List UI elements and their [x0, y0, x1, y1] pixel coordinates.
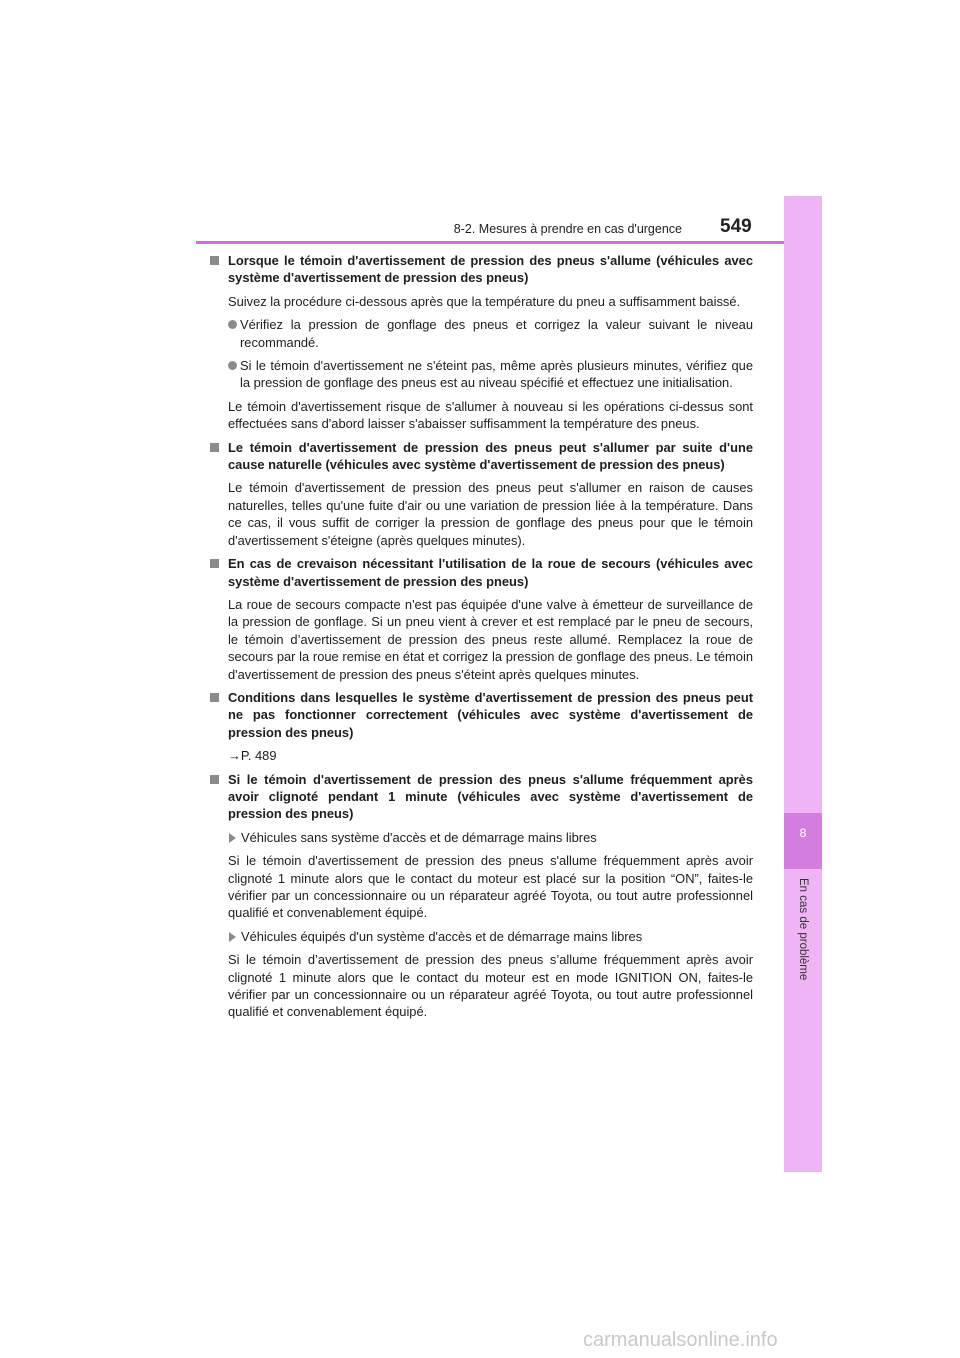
side-tab-chapter-marker — [784, 813, 822, 869]
circle-bullet-icon — [228, 320, 237, 329]
section-title: 8-2. Mesures à prendre en cas d'urgence — [453, 222, 682, 236]
paragraph: Suivez la procédure ci-dessous après que la température du pneu a suffisamment baissé. — [228, 293, 741, 309]
triangle-bullet-icon — [229, 932, 236, 942]
chapter-number: 8 — [799, 826, 807, 840]
bullet-item — [209, 357, 753, 392]
section-heading — [209, 771, 753, 823]
section-heading-text: En cas de crevaison nécessitant l'utilisation de la roue de secours (véhicules avec système d'avertissement de pression des pneus) — [228, 556, 753, 589]
square-bullet-icon — [210, 559, 219, 568]
section-heading — [209, 555, 753, 590]
variant-label — [209, 928, 753, 945]
paragraph: La roue de secours compacte n'est pas équipée d'une valve à émetteur de surveillance de la pression de gonflage. Si un pneu vient à crever et est remplacé par le pneu de secours, le témoin d’avertissement de pression des pneus reste allumé. Remplacez la roue de secours par la roue remise en état et corrigez la pression de gonflage des pneus. Le témoin d'avertissement de pression des pneus s'éteint après quelques minutes. — [228, 596, 753, 682]
side-tab — [784, 196, 822, 1172]
variant-label-text: Véhicules sans système d'accès et de démarrage mains libres — [241, 829, 597, 845]
arrow-right-icon: → — [228, 748, 241, 764]
page-content — [209, 252, 753, 1021]
section-heading-text: Lorsque le témoin d'avertissement de pression des pneus s'allume (véhicules avec système d'avertissement de pression des pneus) — [228, 253, 753, 286]
square-bullet-icon — [210, 256, 219, 265]
header-rule — [196, 241, 820, 244]
section-heading — [209, 689, 753, 741]
paragraph: Le témoin d'avertissement risque de s'allumer à nouveau si les opérations ci-dessus sont effectuées sans d'abord laisser s'abaisser suffisamment la température des pneus. — [228, 398, 753, 432]
section-heading-text: Le témoin d'avertissement de pression des pneus peut s'allumer par suite d'une cause naturelle (véhicules avec système d'avertissement de pression des pneus) — [228, 439, 753, 473]
circle-bullet-icon — [228, 361, 237, 370]
paragraph: Si le témoin d'avertissement de pression des pneus s'allume fréquemment après avoir clignoté 1 minute alors que le contact du moteur est placé sur la position “ON”, faites-le vérifier par un concessionnaire ou un réparateur agréé Toyota, ou tout autre professionnel qualifié et convenablement équipé. — [228, 853, 753, 921]
cross-reference[interactable] — [209, 747, 753, 764]
paragraph: Si le témoin d’avertissement de pression des pneus s’allume fréquemment après avoir clignoté 1 minute alors que le contact du moteur est en mode IGNITION ON, faites-le vérifier par un concessionnaire ou un réparateur agréé Toyota, ou tout autre professionnel qualifié et convenablement équipé. — [228, 952, 753, 1020]
bullet-text: Vérifiez la pression de gonflage des pneus et corrigez la valeur suivant le niveau recommandé. — [240, 317, 753, 350]
square-bullet-icon — [210, 443, 219, 452]
square-bullet-icon — [210, 693, 219, 702]
section-heading-text: Conditions dans lesquelles le système d'avertissement de pression des pneus peut ne pas fonctionner correctement (véhicules avec système d'avertissement de pression des pneus) — [228, 689, 753, 740]
page-number: 549 — [720, 216, 752, 237]
section-heading — [209, 252, 753, 287]
cross-reference-text[interactable]: P. 489 — [240, 748, 277, 764]
triangle-bullet-icon — [229, 833, 236, 843]
chapter-title: En cas de problème — [797, 878, 809, 981]
square-bullet-icon — [210, 775, 219, 784]
variant-label-text: Véhicules équipés d'un système d'accès et de démarrage mains libres — [241, 928, 643, 944]
variant-label — [209, 829, 753, 846]
bullet-text: Si le témoin d'avertissement ne s'éteint pas, même après plusieurs minutes, vérifiez que la pression de gonflage des pneus est au niveau spécifié et effectuez une initialisation. — [240, 358, 753, 391]
paragraph: Le témoin d'avertissement de pression des pneus peut s'allumer en raison de causes naturelles, telles qu'une fuite d'air ou une variation de pression liée à la température. Dans ce cas, il vous suffit de corriger la pression de gonflage des pneus pour que le témoin d'avertissement s'éteigne (après quelques minutes). — [228, 480, 753, 548]
section-heading-text: Si le témoin d'avertissement de pression des pneus s'allume fréquemment après avoir clignoté pendant 1 minute (véhicules avec système d'avertissement de pression des pneus) — [228, 771, 753, 822]
footer-watermark: carmanualsonline.info — [583, 1329, 778, 1351]
section-heading — [209, 439, 753, 474]
bullet-item — [209, 316, 753, 351]
